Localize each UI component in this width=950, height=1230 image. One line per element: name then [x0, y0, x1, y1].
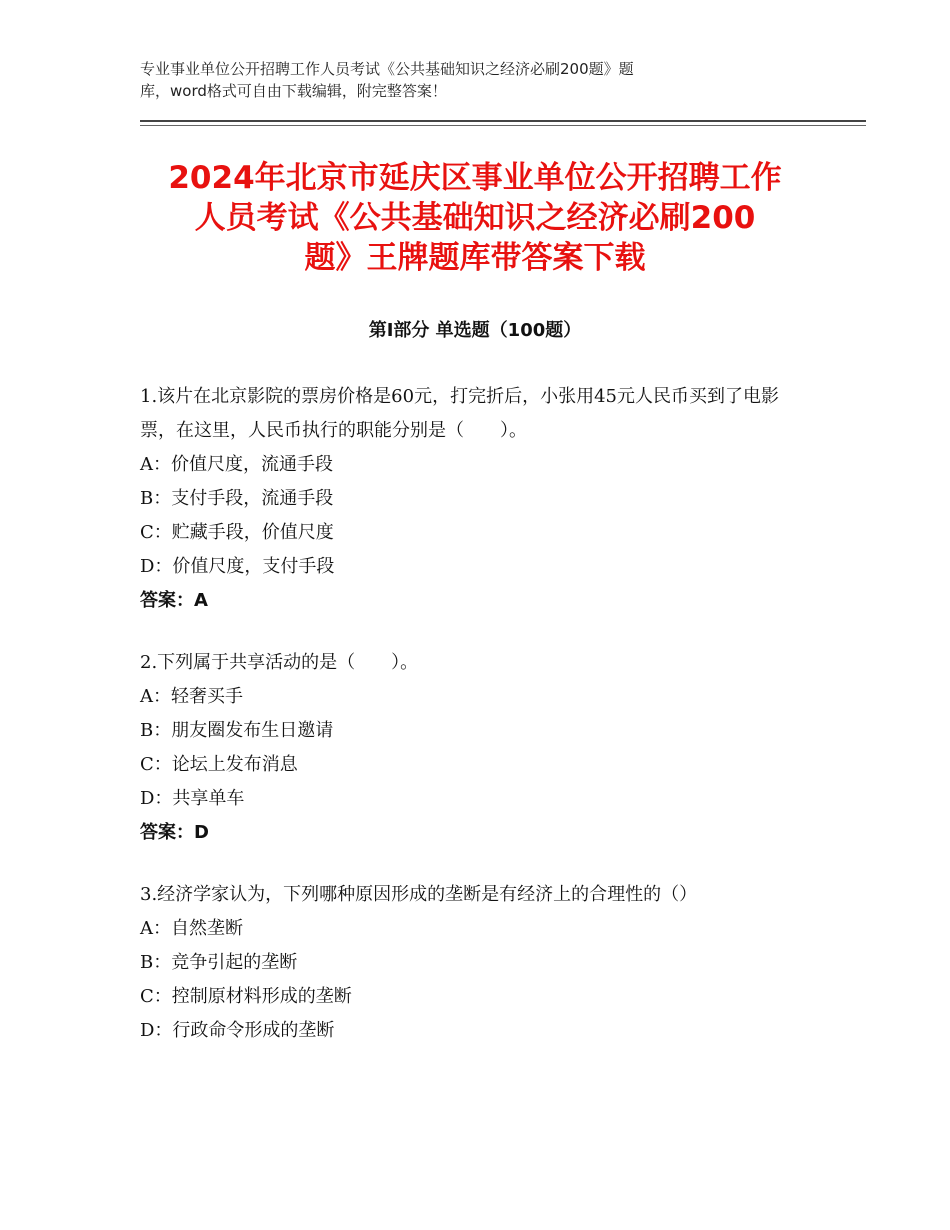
question-stem: 1.该片在北京影院的票房价格是60元，打完折后，小张用45元人民币买到了电影票，在这里，人民币执行的职能分别是（ ）。 [140, 386, 779, 441]
option-c: C：论坛上发布消息 [140, 754, 298, 775]
question-1 [140, 380, 812, 618]
header-line-2: 库，word格式可自由下载编辑，附完整答案！ [140, 82, 447, 100]
header-line-1: 专业事业单位公开招聘工作人员考试《公共基础知识之经济必刷200题》题 [140, 60, 634, 78]
answer: 答案：D [140, 822, 209, 843]
option-a: A：轻奢买手 [140, 686, 243, 707]
option-b: B：朋友圈发布生日邀请 [140, 720, 334, 741]
option-a: A：自然垄断 [140, 918, 243, 939]
question-stem: 3.经济学家认为，下列哪种原因形成的垄断是有经济上的合理性的（） [140, 884, 698, 905]
document-header [140, 58, 780, 102]
option-d: D：价值尺度，支付手段 [140, 556, 335, 577]
option-c: C：控制原材料形成的垄断 [140, 986, 352, 1007]
section-heading: 第Ⅰ部分 单选题（100题） [368, 320, 582, 341]
question-stem: 2.下列属于共享活动的是（ ）。 [140, 652, 419, 673]
document-title [140, 158, 810, 278]
option-d: D：行政命令形成的垄断 [140, 1020, 335, 1041]
title-line-2: 人员考试《公共基础知识之经济必刷200 [194, 200, 756, 236]
title-line-3: 题》王牌题库带答案下载 [304, 240, 646, 276]
option-b: B：支付手段，流通手段 [140, 488, 334, 509]
option-c: C：贮藏手段，价值尺度 [140, 522, 334, 543]
answer: 答案：A [140, 590, 208, 611]
option-d: D：共享单车 [140, 788, 245, 809]
question-list [140, 380, 812, 1076]
header-rule-thick [140, 120, 866, 122]
header-rule-thin [140, 125, 866, 126]
question-2 [140, 646, 812, 850]
title-line-1: 2024年北京市延庆区事业单位公开招聘工作 [168, 160, 782, 196]
question-3 [140, 878, 812, 1048]
option-b: B：竞争引起的垄断 [140, 952, 298, 973]
option-a: A：价值尺度，流通手段 [140, 454, 333, 475]
